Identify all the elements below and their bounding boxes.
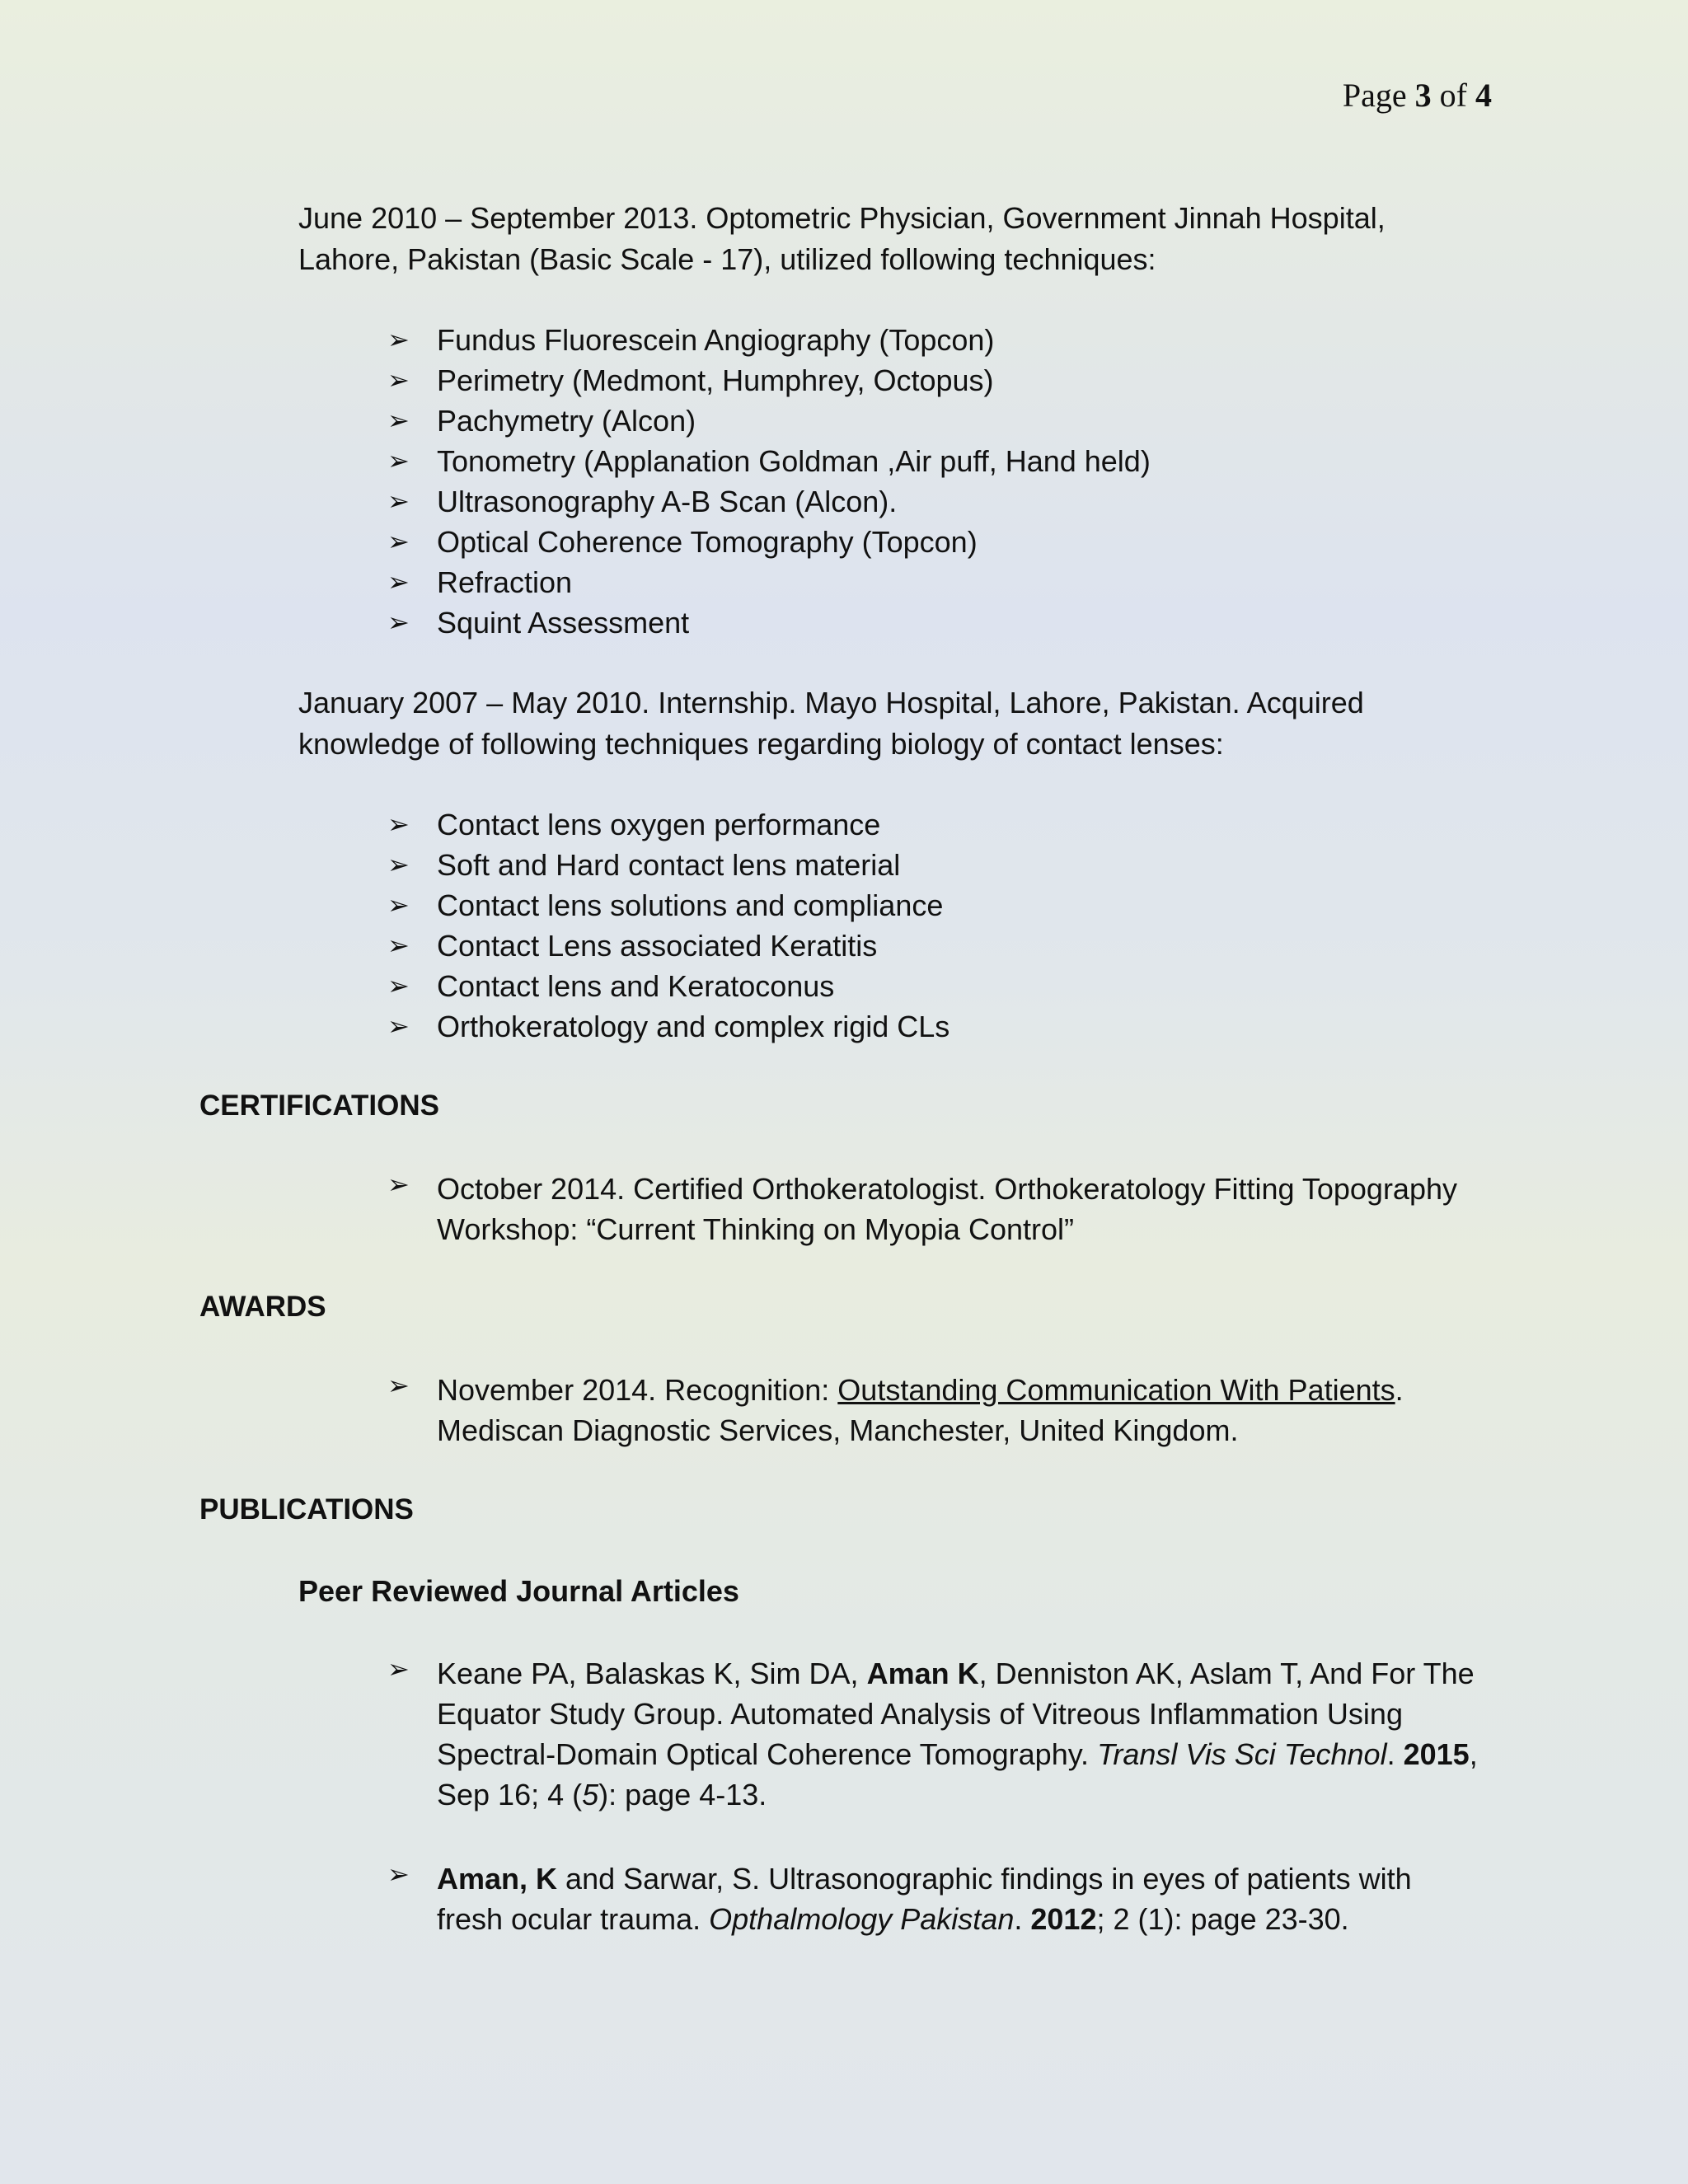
arrowhead-bullet-icon: ➢	[387, 526, 410, 557]
arrowhead-bullet-icon: ➢	[387, 1858, 410, 1890]
publication-citation: Aman, K and Sarwar, S. Ultrasonographic findings in eyes of patients with fresh ocular trauma. Opthalmology Pakistan. 2012; 2 (1): page 23-30.	[437, 1862, 1412, 1936]
award-text: November 2014. Recognition: Outstanding Communication With Patients. Mediscan Diagnostic Services, Manchester, United Kingdom.	[437, 1373, 1404, 1447]
arrowhead-bullet-icon: ➢	[387, 930, 410, 961]
page-current: 3	[1414, 77, 1432, 114]
publication-citation: Keane PA, Balaskas K, Sim DA, Aman K, Denniston AK, Aslam T, And For The Equator Study Group. Automated Analysis of Vitreous Inflammation Using Spectral-Domain Optical Coherence Tomography. Transl Vis Sci Technol. 2015, Sep 16; 4 (5): page 4-13.	[437, 1657, 1478, 1811]
publications-heading: PUBLICATIONS	[199, 1493, 414, 1526]
job1-intro: June 2010 – September 2013. Optometric Physician, Government Jinnah Hospital, Lahore, Pakistan (Basic Scale - 17), utilized following techniques:	[298, 201, 1386, 276]
job2-intro: January 2007 – May 2010. Internship. Mayo Hospital, Lahore, Pakistan. Acquired knowledge of following techniques regarding biology of contact lenses:	[298, 686, 1364, 761]
list-item: ➢ Optical Coherence Tomography (Topcon)	[387, 522, 1151, 562]
list-item: ➢ Contact lens solutions and compliance	[387, 885, 950, 926]
list-item: ➢ Fundus Fluorescein Angiography (Topcon)	[387, 320, 1151, 360]
peer-reviewed-subheading: Peer Reviewed Journal Articles	[298, 1574, 739, 1608]
award-entry	[387, 1370, 1484, 1451]
page-of-word: of	[1439, 77, 1467, 114]
arrowhead-bullet-icon: ➢	[387, 970, 410, 1001]
list-item: ➢ Soft and Hard contact lens material	[387, 845, 950, 885]
award-title: Outstanding Communication With Patients	[837, 1373, 1395, 1407]
list-item: ➢ Squint Assessment	[387, 602, 1151, 643]
job1-technique-list	[387, 320, 1151, 643]
arrowhead-bullet-icon: ➢	[387, 324, 410, 355]
list-item: ➢ Perimetry (Medmont, Humphrey, Octopus)	[387, 360, 1151, 401]
arrowhead-bullet-icon: ➢	[387, 1370, 410, 1401]
arrowhead-bullet-icon: ➢	[387, 808, 410, 840]
certification-text: October 2014. Certified Orthokeratologist. Orthokeratology Fitting Topography Workshop: “Current Thinking on Myopia Control”	[437, 1172, 1457, 1246]
list-item: ➢ Contact lens and Keratoconus	[387, 966, 950, 1006]
arrowhead-bullet-icon: ➢	[387, 849, 410, 880]
list-item: ➢ Orthokeratology and complex rigid CLs	[387, 1006, 950, 1047]
certification-entry	[387, 1169, 1484, 1249]
arrowhead-bullet-icon: ➢	[387, 1010, 410, 1042]
list-item: ➢ Contact lens oxygen performance	[387, 804, 950, 845]
certifications-heading: CERTIFICATIONS	[199, 1090, 440, 1122]
job2-technique-list	[387, 804, 950, 1047]
awards-heading: AWARDS	[199, 1291, 326, 1323]
arrowhead-bullet-icon: ➢	[387, 889, 410, 921]
list-item: ➢ Tonometry (Applanation Goldman ,Air puff, Hand held)	[387, 441, 1151, 481]
arrowhead-bullet-icon: ➢	[387, 566, 410, 598]
arrowhead-bullet-icon: ➢	[387, 405, 410, 436]
page-total: 4	[1475, 77, 1492, 114]
arrowhead-bullet-icon: ➢	[387, 1169, 410, 1200]
list-item: ➢ Pachymetry (Alcon)	[387, 401, 1151, 441]
arrowhead-bullet-icon: ➢	[387, 485, 410, 517]
arrowhead-bullet-icon: ➢	[387, 1653, 410, 1685]
arrowhead-bullet-icon: ➢	[387, 445, 410, 476]
page-word: Page	[1342, 77, 1407, 114]
page-number	[1343, 76, 1492, 115]
list-item: ➢ Refraction	[387, 562, 1151, 602]
publication-entry	[387, 1653, 1484, 1815]
publication-entry	[387, 1858, 1484, 1939]
arrowhead-bullet-icon: ➢	[387, 364, 410, 396]
arrowhead-bullet-icon: ➢	[387, 607, 410, 638]
list-item: ➢ Ultrasonography A-B Scan (Alcon).	[387, 481, 1151, 522]
list-item: ➢ Contact Lens associated Keratitis	[387, 926, 950, 966]
